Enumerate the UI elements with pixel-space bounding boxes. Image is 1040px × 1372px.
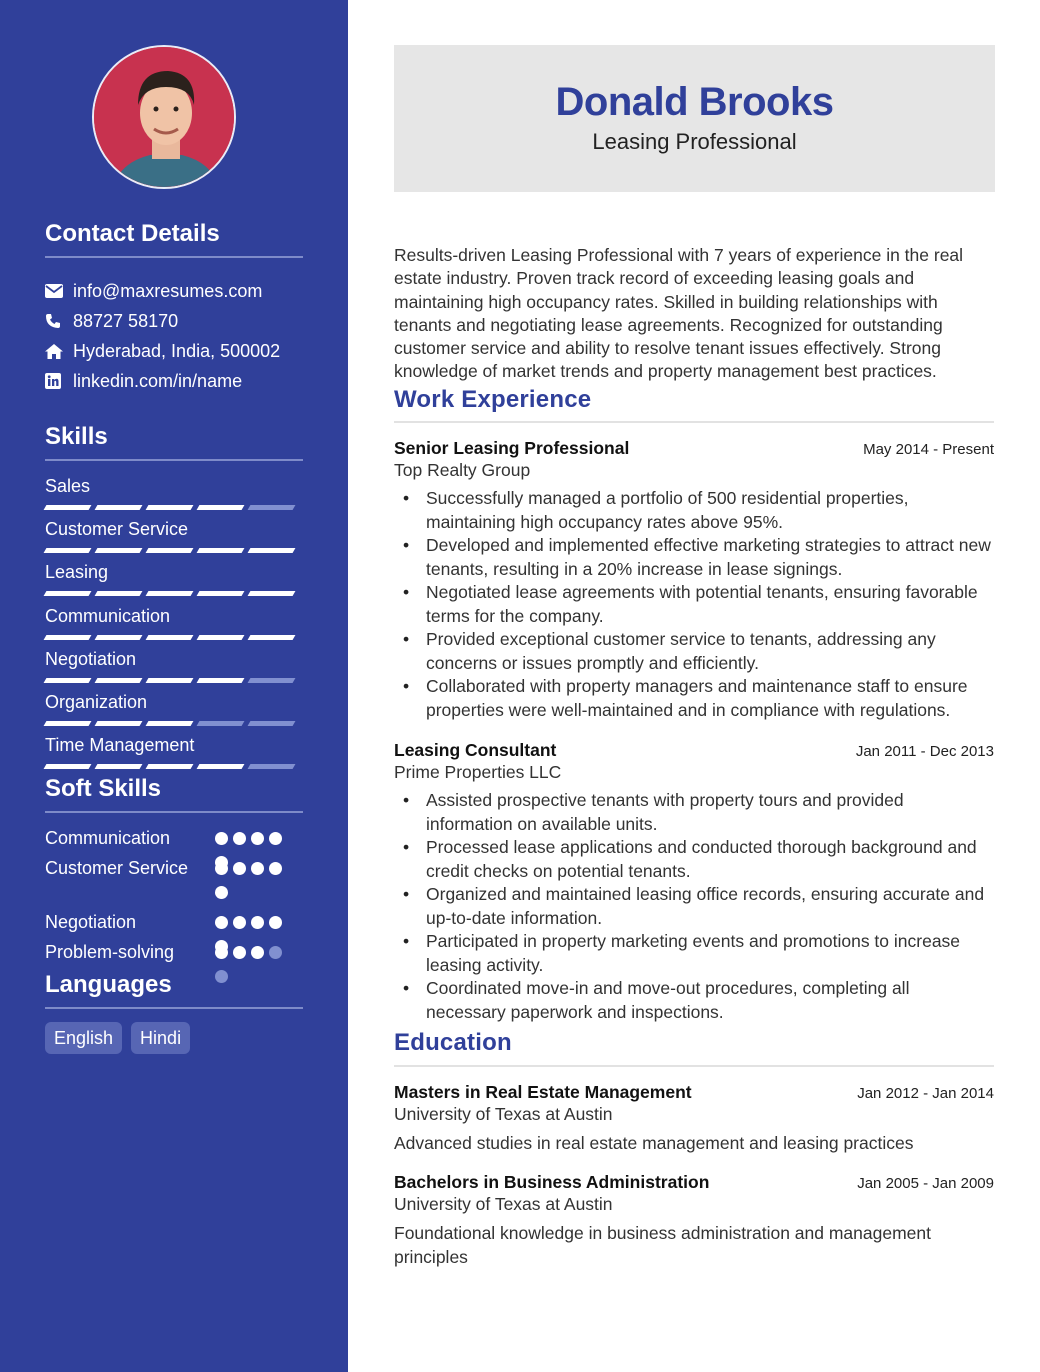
skill-level-segment [197, 721, 245, 726]
contact-address [45, 336, 315, 366]
rating-dot [269, 916, 282, 929]
skill-level-segment [95, 591, 143, 596]
skill-level-segment [197, 764, 245, 769]
contact-list [45, 276, 315, 396]
job-bullet: • Assisted prospective tenants with property tours and provided information on available units. [394, 789, 994, 836]
skill-level-segment [248, 635, 296, 640]
job-bullet: • Collaborated with property managers and maintenance staff to ensure properties were well-maintained and in compliance with regulations. [394, 675, 994, 722]
education-description: Foundational knowledge in business administration and management principles [394, 1223, 932, 1267]
education-entry [394, 1082, 994, 1155]
job-bullet: • Organized and maintained leasing office records, ensuring accurate and up-to-date information. [394, 883, 994, 930]
soft-skill-name: Customer Service [45, 858, 189, 878]
skill-level-segment [146, 505, 194, 510]
education-dates: Jan 2005 - Jan 2009 [857, 1175, 994, 1192]
skill-name: Communication [45, 605, 171, 626]
contact-heading: Contact Details [45, 220, 220, 247]
skill-level-segment [146, 721, 194, 726]
skill-item [45, 647, 305, 690]
skill-level-segment [95, 678, 143, 683]
contact-divider [45, 256, 303, 258]
phone-icon [45, 312, 73, 330]
language-tag: Hindi [131, 1022, 190, 1054]
job-entry [394, 438, 994, 722]
rating-dot [251, 946, 264, 959]
skills-divider [45, 459, 303, 461]
skill-level-segment [44, 721, 92, 726]
soft-skills-heading: Soft Skills [45, 775, 162, 802]
skill-name: Negotiation [45, 648, 137, 669]
skill-level-segment [197, 591, 245, 596]
rating-dot [215, 916, 228, 929]
soft-skill-name: Communication [45, 828, 171, 848]
soft-skill-item [45, 910, 305, 934]
rating-dot [215, 862, 228, 875]
education-dates: Jan 2012 - Jan 2014 [857, 1085, 994, 1102]
skill-level-segment [248, 548, 296, 553]
skill-level-bar [45, 635, 294, 640]
work-divider [394, 421, 994, 423]
skill-level-segment [248, 721, 296, 726]
contact-phone-text: 88727 58170 [73, 310, 179, 331]
job-bullet: • Successfully managed a portfolio of 500 residential properties, maintaining high occupancy rates above 95%. [394, 487, 994, 534]
rating-dot [269, 832, 282, 845]
contact-phone[interactable] [45, 306, 315, 336]
rating-dot [215, 832, 228, 845]
skill-level-segment [95, 505, 143, 510]
job-role: Leasing Consultant [394, 740, 557, 760]
skill-item [45, 517, 305, 560]
contact-linkedin-text: linkedin.com/in/name [73, 370, 243, 391]
rating-dot [215, 946, 228, 959]
skill-level-segment [197, 635, 245, 640]
skills-heading: Skills [45, 423, 108, 450]
linkedin-icon [45, 372, 73, 390]
soft-skill-item [45, 940, 305, 964]
skill-level-bar [45, 764, 294, 769]
rating-dot [233, 946, 246, 959]
languages-divider [45, 1007, 303, 1009]
skill-name: Time Management [45, 735, 195, 756]
education-divider [394, 1065, 994, 1067]
soft-skill-name: Negotiation [45, 912, 137, 932]
rating-dot [251, 862, 264, 875]
languages-list [45, 1022, 190, 1054]
soft-skill-name: Problem-solving [45, 942, 175, 962]
skill-item [45, 733, 305, 776]
skill-level-segment [146, 548, 194, 553]
rating-dot [251, 916, 264, 929]
job-bullet: • Coordinated move-in and move-out procedures, completing all necessary paperwork and inspections. [394, 977, 994, 1024]
rating-dot [269, 946, 282, 959]
candidate-title: Leasing Professional [592, 129, 797, 154]
rating-dot [215, 970, 228, 983]
skill-level-segment [44, 591, 92, 596]
job-dates: Jan 2011 - Dec 2013 [855, 743, 994, 760]
skill-level-segment [248, 764, 296, 769]
rating-dot [233, 832, 246, 845]
job-bullet: • Developed and implemented effective marketing strategies to attract new tenants, resulting in a 20% increase in lease signings. [394, 534, 994, 581]
summary: Results-driven Leasing Professional with 7 years of experience in the real estate industry. Proven track record of exceeding leasing goals and maintaining high occupancy rates. Skilled in building relationships with tenants and negotiating lease agreements. Recognized for outstanding customer service and ability to resolve tenant issues effectively. Strong knowledge of market trends and property management best practices. [394, 245, 964, 382]
soft-skills-divider [45, 811, 303, 813]
language-tag: English [45, 1022, 122, 1054]
rating-dot [251, 832, 264, 845]
skill-level-segment [95, 548, 143, 553]
job-bullet: • Provided exceptional customer service to tenants, addressing any concerns or issues promptly and efficiently. [394, 628, 994, 675]
education-degree: Bachelors in Business Administration [394, 1172, 710, 1192]
job-company: Top Realty Group [394, 460, 531, 480]
job-role: Senior Leasing Professional [394, 438, 630, 458]
contact-email-text: info@maxresumes.com [73, 280, 263, 301]
rating-dot [233, 916, 246, 929]
skill-level-segment [44, 764, 92, 769]
skill-level-segment [44, 505, 92, 510]
skill-name: Organization [45, 691, 148, 712]
job-bullets [394, 789, 994, 1024]
skill-level-segment [197, 678, 245, 683]
skill-item [45, 690, 305, 733]
candidate-name: Donald Brooks [555, 80, 834, 124]
job-bullet: • Processed lease applications and conducted thorough background and credit checks on potential tenants. [394, 836, 994, 883]
rating-dot [269, 862, 282, 875]
skill-level-segment [95, 635, 143, 640]
job-entry [394, 740, 994, 1024]
job-dates: May 2014 - Present [863, 441, 994, 458]
skill-level-segment [44, 635, 92, 640]
skill-name: Customer Service [45, 519, 189, 540]
skill-level-bar [45, 591, 294, 596]
education-entry [394, 1172, 994, 1269]
skill-level-segment [248, 505, 296, 510]
job-bullet: • Negotiated lease agreements with potential tenants, ensuring favorable terms for the company. [394, 581, 994, 628]
contact-address-text: Hyderabad, India, 500002 [73, 340, 281, 361]
skill-level-bar [45, 548, 294, 553]
skill-level-segment [95, 764, 143, 769]
skill-item [45, 560, 305, 603]
skill-level-segment [146, 764, 194, 769]
job-bullets [394, 487, 994, 722]
skill-level-bar [45, 678, 294, 683]
skill-level-segment [197, 505, 245, 510]
skill-level-segment [248, 591, 296, 596]
skill-name: Leasing [45, 562, 109, 583]
rating-dot [215, 886, 228, 899]
skill-level-segment [248, 678, 296, 683]
skill-level-segment [95, 721, 143, 726]
avatar-photo [94, 47, 236, 189]
education-description: Advanced studies in real estate management and leasing practices [394, 1133, 914, 1153]
header [394, 45, 995, 192]
skill-name: Sales [45, 476, 91, 496]
soft-skill-item [45, 856, 305, 880]
skills-list [45, 474, 305, 776]
soft-skill-item [45, 826, 305, 850]
job-bullet: • Participated in property marketing events and promotions to increase leasing activity. [394, 930, 994, 977]
avatar [92, 45, 236, 189]
education-school: University of Texas at Austin [394, 1194, 613, 1214]
sidebar [0, 0, 348, 1372]
envelope-icon [45, 282, 73, 300]
skill-level-segment [146, 635, 194, 640]
skill-level-segment [197, 548, 245, 553]
skill-level-segment [44, 548, 92, 553]
languages-heading: Languages [45, 971, 172, 998]
skill-level-segment [44, 678, 92, 683]
education-heading: Education [394, 1029, 512, 1056]
skill-level-bar [45, 721, 294, 726]
education-school: University of Texas at Austin [394, 1104, 613, 1124]
skill-item [45, 604, 305, 647]
skill-item [45, 474, 305, 517]
rating-dot [233, 862, 246, 875]
job-company: Prime Properties LLC [394, 762, 562, 782]
contact-linkedin[interactable] [45, 366, 315, 396]
education-degree: Masters in Real Estate Management [394, 1082, 692, 1102]
skill-level-bar [45, 505, 294, 510]
skill-level-segment [146, 678, 194, 683]
work-heading: Work Experience [394, 386, 592, 413]
skill-level-segment [146, 591, 194, 596]
contact-email[interactable] [45, 276, 315, 306]
home-icon [45, 342, 73, 360]
